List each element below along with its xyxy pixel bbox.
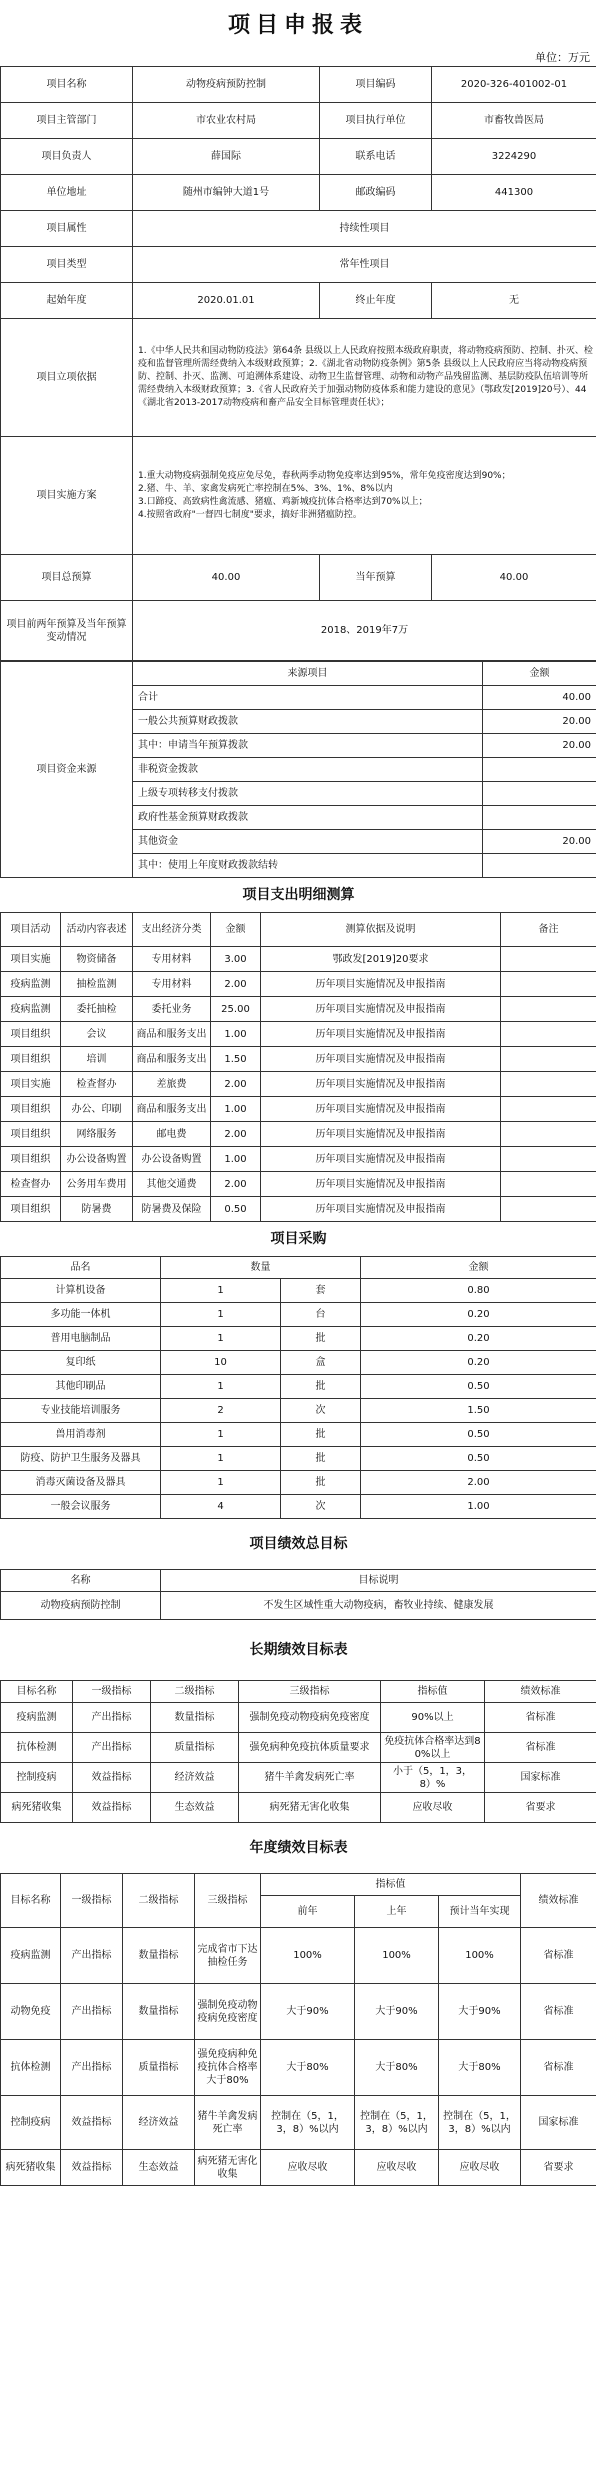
longterm-header: 绩效标准 (485, 1681, 596, 1703)
plan-value: 1.重大动物疫病强制免疫应免尽免，春秋两季动物免疫率达到95%，常年免疫密度达到90%； 2.猪、牛、羊、家禽发病死亡率控制在5%、3%、1%、8%以内 3.口蹄疫、高致病性禽流感、猪瘟、鸡新城疫抗体合格率达到70%以上； 4.按照省政府"一督四七制度"要求，搞好非洲猪瘟防控。 (133, 437, 596, 555)
annual-head-l1: 一级指标 (61, 1874, 123, 1928)
name-label: 项目名称 (1, 67, 133, 103)
basis-label: 项目立项依据 (1, 319, 133, 437)
prev-value: 2018、2019年7万 (133, 601, 596, 661)
longterm-goal-table (0, 1620, 596, 1823)
expense-remark (501, 997, 596, 1022)
purchase-amount: 0.20 (361, 1351, 596, 1375)
longterm-level3: 强免病种免疫抗体质量要求 (239, 1733, 381, 1763)
expense-basis: 历年项目实施情况及申报指南 (261, 1022, 501, 1047)
fund-source-name: 其中：申请当年预算拨款 (133, 734, 483, 758)
start-label: 起始年度 (1, 283, 133, 319)
longterm-level2: 生态效益 (151, 1793, 239, 1823)
expense-header: 备注 (501, 913, 596, 947)
annual-level1: 产出指标 (61, 2040, 123, 2096)
expense-activity: 项目组织 (1, 1022, 61, 1047)
longterm-standard: 国家标准 (485, 1763, 596, 1793)
longterm-value: 免疫抗体合格率达到80%以上 (381, 1733, 485, 1763)
longterm-level3: 病死猪无害化收集 (239, 1793, 381, 1823)
longterm-row (1, 1733, 596, 1763)
purchase-qty: 1 (161, 1447, 281, 1471)
annual-title: 年度绩效目标表 (249, 1839, 348, 1856)
expense-activity: 疫病监测 (1, 972, 61, 997)
annual-level3: 完成省市下达抽检任务 (195, 1928, 261, 1984)
expense-activity: 项目组织 (1, 1097, 61, 1122)
expense-remark (501, 1147, 596, 1172)
annual-current: 应收尽收 (439, 2150, 521, 2186)
expense-content: 检查督办 (61, 1072, 133, 1097)
expense-activity: 疫病监测 (1, 997, 61, 1022)
project-code: 2020-326-401002-01 (432, 67, 596, 103)
purchase-row (1, 1423, 596, 1447)
start-value: 2020.01.01 (133, 283, 320, 319)
expense-table (0, 878, 596, 1222)
purchase-unit: 批 (281, 1423, 361, 1447)
longterm-row (1, 1703, 596, 1733)
longterm-level1: 产出指标 (73, 1703, 151, 1733)
expense-category: 防暑费及保险 (133, 1197, 211, 1222)
purchase-amount: 0.80 (361, 1279, 596, 1303)
prev-label: 项目前两年预算及当年预算变动情况 (1, 601, 133, 661)
purchase-unit: 批 (281, 1447, 361, 1471)
dept-value: 市农业农村局 (133, 103, 320, 139)
expense-remark (501, 1072, 596, 1097)
purchase-row (1, 1279, 596, 1303)
purchase-amount: 2.00 (361, 1471, 596, 1495)
fund-head-src: 来源项目 (133, 662, 483, 686)
expense-content: 物资储备 (61, 947, 133, 972)
expense-remark (501, 1097, 596, 1122)
purchase-item: 专业技能培训服务 (1, 1399, 161, 1423)
fund-source-label: 项目资金来源 (1, 662, 133, 878)
annual-head-prev1: 上年 (355, 1896, 439, 1928)
overall-title: 项目绩效总目标 (249, 1535, 348, 1552)
total-label: 项目总预算 (1, 555, 133, 601)
expense-amount: 2.00 (211, 972, 261, 997)
expense-amount: 3.00 (211, 947, 261, 972)
purchase-qty: 1 (161, 1303, 281, 1327)
expense-category: 办公设备购置 (133, 1147, 211, 1172)
expense-category: 商品和服务支出 (133, 1047, 211, 1072)
purchase-unit: 台 (281, 1303, 361, 1327)
expense-activity: 项目组织 (1, 1197, 61, 1222)
basis-value: 1.《中华人民共和国动物防疫法》第64条 县级以上人民政府按照本级政府职责，将动物疫病预防、控制、扑灭、检疫和监督管理所需经费纳入本级财政预算；2.《湖北省动物防疫条例》第5条 县级以上人民政府应当将动物疫病预防、控制、扑灭、监测、可追溯体系建设、动物卫生监督管理、动物和动物产品残留监测、基层防疫队伍培训等所需经费纳入本级财政预算；3.《省人民政府关于加强动物防疫体系和能力建设的意见》（鄂政发[2019]20号）、44《湖北省2013-2017动物疫病和畜产品安全目标管理责任状》； (133, 319, 596, 437)
annual-current: 控制在（5，1，3，8）%以内 (439, 2096, 521, 2150)
annual-row (1, 1984, 596, 2040)
purchase-qty: 2 (161, 1399, 281, 1423)
annual-goal: 控制疫病 (1, 2096, 61, 2150)
overall-name: 动物疫病预防控制 (1, 1592, 161, 1620)
purchase-unit: 次 (281, 1495, 361, 1519)
longterm-value: 应收尽收 (381, 1793, 485, 1823)
purchase-unit: 次 (281, 1399, 361, 1423)
purchase-table (0, 1222, 596, 1519)
purchase-item: 防疫、防护卫生服务及器具 (1, 1447, 161, 1471)
longterm-goal: 控制疫病 (1, 1763, 73, 1793)
longterm-standard: 省标准 (485, 1703, 596, 1733)
expense-activity: 项目组织 (1, 1147, 61, 1172)
expense-basis: 历年项目实施情况及申报指南 (261, 1197, 501, 1222)
dept-label: 项目主管部门 (1, 103, 133, 139)
post-label: 邮政编码 (320, 175, 432, 211)
fund-source-name: 一般公共预算财政拨款 (133, 710, 483, 734)
expense-category: 专用材料 (133, 947, 211, 972)
purchase-qty: 1 (161, 1327, 281, 1351)
purchase-item: 普用电脑制品 (1, 1327, 161, 1351)
annual-head-std: 绩效标准 (521, 1874, 596, 1928)
longterm-level1: 效益指标 (73, 1793, 151, 1823)
annual-standard: 省标准 (521, 1928, 596, 1984)
expense-row (1, 947, 596, 972)
expense-header: 测算依据及说明 (261, 913, 501, 947)
annual-standard: 省标准 (521, 1984, 596, 2040)
annual-head-l2: 二级指标 (123, 1874, 195, 1928)
expense-basis: 历年项目实施情况及申报指南 (261, 1172, 501, 1197)
annual-head-l3: 三级指标 (195, 1874, 261, 1928)
purchase-qty: 1 (161, 1471, 281, 1495)
annual-prev2: 大于80% (261, 2040, 355, 2096)
longterm-row (1, 1763, 596, 1793)
expense-header: 项目活动 (1, 913, 61, 947)
fund-source-name: 上级专项转移支付拨款 (133, 782, 483, 806)
expense-amount: 1.50 (211, 1047, 261, 1072)
expense-content: 办公、印刷 (61, 1097, 133, 1122)
purchase-row (1, 1399, 596, 1423)
expense-activity: 项目实施 (1, 1072, 61, 1097)
longterm-header: 一级指标 (73, 1681, 151, 1703)
expense-content: 培训 (61, 1047, 133, 1072)
expense-activity: 项目组织 (1, 1047, 61, 1072)
annual-row (1, 2040, 596, 2096)
purchase-head-name: 品名 (1, 1257, 161, 1279)
project-info-table (0, 66, 596, 661)
purchase-amount: 0.50 (361, 1423, 596, 1447)
expense-header: 支出经济分类 (133, 913, 211, 947)
code-label: 项目编码 (320, 67, 432, 103)
expense-amount: 25.00 (211, 997, 261, 1022)
annual-goal: 动物免疫 (1, 1984, 61, 2040)
phone-value: 3224290 (432, 139, 596, 175)
annual-level3: 猪牛羊禽发病死亡率 (195, 2096, 261, 2150)
purchase-row (1, 1327, 596, 1351)
expense-remark (501, 1022, 596, 1047)
purchase-amount: 1.00 (361, 1495, 596, 1519)
expense-basis: 鄂政发[2019]20要求 (261, 947, 501, 972)
expense-activity: 项目实施 (1, 947, 61, 972)
purchase-qty: 1 (161, 1423, 281, 1447)
annual-current: 100% (439, 1928, 521, 1984)
expense-category: 差旅费 (133, 1072, 211, 1097)
expense-amount: 2.00 (211, 1072, 261, 1097)
expense-basis: 历年项目实施情况及申报指南 (261, 1072, 501, 1097)
longterm-goal: 疫病监测 (1, 1703, 73, 1733)
expense-basis: 历年项目实施情况及申报指南 (261, 1122, 501, 1147)
purchase-title: 项目采购 (270, 1230, 327, 1247)
fund-source-amount: 20.00 (483, 710, 596, 734)
longterm-header: 三级指标 (239, 1681, 381, 1703)
fund-source-amount (483, 782, 596, 806)
expense-remark (501, 1172, 596, 1197)
annual-level2: 经济效益 (123, 2096, 195, 2150)
purchase-unit: 批 (281, 1471, 361, 1495)
fund-head-amt: 金额 (483, 662, 596, 686)
longterm-value: 小于（5，1，3，8）% (381, 1763, 485, 1793)
annual-level3: 强免疫病种免疫抗体合格率大于80% (195, 2040, 261, 2096)
fund-source-amount (483, 854, 596, 878)
expense-remark (501, 1047, 596, 1072)
fund-source-amount (483, 758, 596, 782)
annual-current: 大于80% (439, 2040, 521, 2096)
longterm-value: 90%以上 (381, 1703, 485, 1733)
expense-content: 抽检监测 (61, 972, 133, 997)
purchase-row (1, 1303, 596, 1327)
fund-source-amount: 20.00 (483, 734, 596, 758)
overall-head-name: 名称 (1, 1570, 161, 1592)
purchase-amount: 0.20 (361, 1327, 596, 1351)
type-value: 常年性项目 (133, 247, 596, 283)
annual-level2: 生态效益 (123, 2150, 195, 2186)
end-value: 无 (432, 283, 596, 319)
phone-label: 联系电话 (320, 139, 432, 175)
exec-label: 项目执行单位 (320, 103, 432, 139)
expense-row (1, 1197, 596, 1222)
expense-content: 网络服务 (61, 1122, 133, 1147)
expense-category: 其他交通费 (133, 1172, 211, 1197)
longterm-level3: 强制免疫动物疫病免疫密度 (239, 1703, 381, 1733)
expense-row (1, 1097, 596, 1122)
expense-category: 邮电费 (133, 1122, 211, 1147)
purchase-qty: 1 (161, 1279, 281, 1303)
fund-source-name: 合计 (133, 686, 483, 710)
project-name: 动物疫病预防控制 (133, 67, 320, 103)
fund-source-name: 政府性基金预算财政拨款 (133, 806, 483, 830)
annual-current: 大于90% (439, 1984, 521, 2040)
annual-prev2: 应收尽收 (261, 2150, 355, 2186)
fund-source-amount (483, 806, 596, 830)
longterm-level1: 效益指标 (73, 1763, 151, 1793)
expense-content: 公务用车费用 (61, 1172, 133, 1197)
annual-level3: 强制免疫动物疫病免疫密度 (195, 1984, 261, 2040)
expense-amount: 1.00 (211, 1097, 261, 1122)
expense-content: 委托抽检 (61, 997, 133, 1022)
annual-row (1, 1928, 596, 1984)
expense-row (1, 1172, 596, 1197)
purchase-item: 其他印刷品 (1, 1375, 161, 1399)
purchase-item: 多功能一体机 (1, 1303, 161, 1327)
annual-head-goal: 目标名称 (1, 1874, 61, 1928)
expense-remark (501, 1197, 596, 1222)
purchase-row (1, 1495, 596, 1519)
annual-prev1: 100% (355, 1928, 439, 1984)
annual-prev2: 100% (261, 1928, 355, 1984)
lead-label: 项目负责人 (1, 139, 133, 175)
expense-row (1, 997, 596, 1022)
post-value: 441300 (432, 175, 596, 211)
annual-goal: 抗体检测 (1, 2040, 61, 2096)
fund-source-name: 非税资金拨款 (133, 758, 483, 782)
annual-row (1, 2096, 596, 2150)
year-value: 40.00 (432, 555, 596, 601)
purchase-amount: 0.20 (361, 1303, 596, 1327)
annual-prev1: 大于80% (355, 2040, 439, 2096)
attr-value: 持续性项目 (133, 211, 596, 247)
longterm-level2: 质量指标 (151, 1733, 239, 1763)
purchase-item: 复印纸 (1, 1351, 161, 1375)
purchase-unit: 批 (281, 1375, 361, 1399)
type-label: 项目类型 (1, 247, 133, 283)
purchase-amount: 1.50 (361, 1399, 596, 1423)
annual-goal: 病死猪收集 (1, 2150, 61, 2186)
longterm-level2: 经济效益 (151, 1763, 239, 1793)
purchase-row (1, 1351, 596, 1375)
expense-row (1, 1072, 596, 1097)
longterm-standard: 省要求 (485, 1793, 596, 1823)
purchase-qty: 10 (161, 1351, 281, 1375)
purchase-qty: 4 (161, 1495, 281, 1519)
addr-value: 随州市编钟大道1号 (133, 175, 320, 211)
expense-category: 商品和服务支出 (133, 1022, 211, 1047)
fund-source-name: 其他资金 (133, 830, 483, 854)
expense-amount: 0.50 (211, 1197, 261, 1222)
annual-head-current: 预计当年实现 (439, 1896, 521, 1928)
longterm-level3: 猪牛羊禽发病死亡率 (239, 1763, 381, 1793)
overall-goal-table (0, 1519, 596, 1620)
expense-title: 项目支出明细测算 (242, 886, 355, 903)
expense-remark (501, 1122, 596, 1147)
expense-content: 办公设备购置 (61, 1147, 133, 1172)
annual-prev2: 大于90% (261, 1984, 355, 2040)
lead-value: 薛国际 (133, 139, 320, 175)
annual-level2: 数量指标 (123, 1928, 195, 1984)
longterm-header: 目标名称 (1, 1681, 73, 1703)
longterm-standard: 省标准 (485, 1733, 596, 1763)
longterm-title: 长期绩效目标表 (249, 1641, 348, 1658)
expense-row (1, 972, 596, 997)
expense-amount: 2.00 (211, 1172, 261, 1197)
expense-basis: 历年项目实施情况及申报指南 (261, 1147, 501, 1172)
end-label: 终止年度 (320, 283, 432, 319)
purchase-item: 消毒灭菌设备及器具 (1, 1471, 161, 1495)
longterm-goal: 病死猪收集 (1, 1793, 73, 1823)
annual-standard: 省要求 (521, 2150, 596, 2186)
expense-basis: 历年项目实施情况及申报指南 (261, 972, 501, 997)
expense-amount: 2.00 (211, 1122, 261, 1147)
plan-label: 项目实施方案 (1, 437, 133, 555)
purchase-unit: 套 (281, 1279, 361, 1303)
overall-head-desc: 目标说明 (161, 1570, 596, 1592)
overall-desc: 不发生区域性重大动物疫病，畜牧业持续、健康发展 (161, 1592, 596, 1620)
purchase-head-qty: 数量 (161, 1257, 361, 1279)
annual-prev1: 应收尽收 (355, 2150, 439, 2186)
purchase-item: 计算机设备 (1, 1279, 161, 1303)
annual-standard: 省标准 (521, 2040, 596, 2096)
expense-content: 会议 (61, 1022, 133, 1047)
purchase-row (1, 1447, 596, 1471)
annual-level1: 效益指标 (61, 2150, 123, 2186)
expense-remark (501, 947, 596, 972)
annual-level3: 病死猪无害化收集 (195, 2150, 261, 2186)
expense-header: 金额 (211, 913, 261, 947)
purchase-head-amt: 金额 (361, 1257, 596, 1279)
purchase-unit: 盒 (281, 1351, 361, 1375)
purchase-amount: 0.50 (361, 1375, 596, 1399)
annual-level1: 产出指标 (61, 1928, 123, 1984)
expense-activity: 项目组织 (1, 1122, 61, 1147)
expense-amount: 1.00 (211, 1147, 261, 1172)
expense-amount: 1.00 (211, 1022, 261, 1047)
total-value: 40.00 (133, 555, 320, 601)
annual-level2: 质量指标 (123, 2040, 195, 2096)
annual-standard: 国家标准 (521, 2096, 596, 2150)
fund-source-amount: 20.00 (483, 830, 596, 854)
expense-content: 防暑费 (61, 1197, 133, 1222)
expense-basis: 历年项目实施情况及申报指南 (261, 1047, 501, 1072)
page-title: 项目申报表 (227, 12, 368, 38)
year-label: 当年预算 (320, 555, 432, 601)
fund-source-name: 其中：使用上年度财政拨款结转 (133, 854, 483, 878)
purchase-item: 兽用消毒剂 (1, 1423, 161, 1447)
purchase-amount: 0.50 (361, 1447, 596, 1471)
annual-head-value: 指标值 (261, 1874, 521, 1896)
fund-source-table (0, 661, 596, 878)
expense-row (1, 1122, 596, 1147)
expense-category: 专用材料 (133, 972, 211, 997)
annual-prev2: 控制在（5，1，3，8）%以内 (261, 2096, 355, 2150)
addr-label: 单位地址 (1, 175, 133, 211)
unit-label: 单位：万元 (535, 51, 590, 64)
expense-remark (501, 972, 596, 997)
expense-basis: 历年项目实施情况及申报指南 (261, 997, 501, 1022)
annual-level2: 数量指标 (123, 1984, 195, 2040)
annual-goal: 疫病监测 (1, 1928, 61, 1984)
expense-row (1, 1047, 596, 1072)
fund-source-amount: 40.00 (483, 686, 596, 710)
expense-activity: 检查督办 (1, 1172, 61, 1197)
purchase-qty: 1 (161, 1375, 281, 1399)
longterm-header: 二级指标 (151, 1681, 239, 1703)
expense-category: 商品和服务支出 (133, 1097, 211, 1122)
annual-prev1: 大于90% (355, 1984, 439, 2040)
purchase-row (1, 1375, 596, 1399)
exec-value: 市畜牧兽医局 (432, 103, 596, 139)
expense-basis: 历年项目实施情况及申报指南 (261, 1097, 501, 1122)
longterm-level1: 产出指标 (73, 1733, 151, 1763)
annual-row (1, 2150, 596, 2186)
longterm-row (1, 1793, 596, 1823)
purchase-unit: 批 (281, 1327, 361, 1351)
expense-row (1, 1147, 596, 1172)
longterm-header: 指标值 (381, 1681, 485, 1703)
expense-category: 委托业务 (133, 997, 211, 1022)
annual-level1: 产出指标 (61, 1984, 123, 2040)
attr-label: 项目属性 (1, 211, 133, 247)
purchase-item: 一般会议服务 (1, 1495, 161, 1519)
annual-head-prev2: 前年 (261, 1896, 355, 1928)
annual-level1: 效益指标 (61, 2096, 123, 2150)
expense-header: 活动内容表述 (61, 913, 133, 947)
expense-row (1, 1022, 596, 1047)
longterm-goal: 抗体检测 (1, 1733, 73, 1763)
purchase-row (1, 1471, 596, 1495)
annual-goal-table (0, 1823, 596, 2186)
longterm-level2: 数量指标 (151, 1703, 239, 1733)
annual-prev1: 控制在（5，1，3，8）%以内 (355, 2096, 439, 2150)
